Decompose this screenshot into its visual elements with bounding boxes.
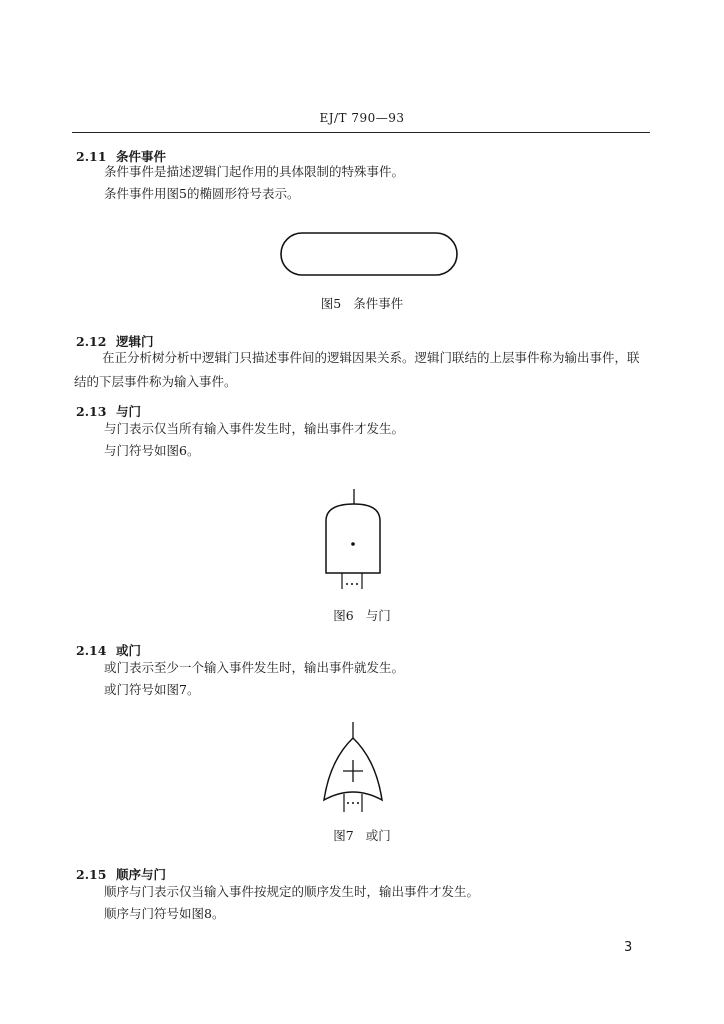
figure-label: 图7: [333, 828, 354, 843]
section-number: 2.13: [76, 404, 107, 419]
figure-caption-6: [0, 606, 724, 624]
section-body-2-14: [104, 657, 404, 701]
condition-event-symbol: [280, 232, 458, 276]
document-code-header: EJ/T 790—93: [319, 111, 405, 125]
section-number: 2.15: [76, 867, 107, 882]
section-title: 与门: [116, 404, 142, 419]
section-body-2-13: [104, 418, 404, 462]
figure-label: 图6: [333, 608, 354, 623]
section-body-2-15: [104, 881, 479, 925]
paragraph-line: 或门表示至少一个输入事件发生时，输出事件就发生。: [104, 660, 405, 675]
paragraph-2-12: 在正分析树分析中逻辑门只描述事件间的逻辑因果关系。逻辑门联结的上层事件称为输出事件，联结的下层事件称为输入事件。: [74, 350, 640, 389]
section-number: 2.12: [76, 334, 107, 349]
section-title: 或门: [116, 643, 142, 658]
section-title: 逻辑门: [116, 334, 154, 349]
figure-title: 或门: [365, 828, 391, 843]
and-gate-symbol: [320, 487, 384, 593]
paragraph-line: 顺序与门表示仅当输入事件按规定的顺序发生时，输出事件才发生。: [104, 884, 480, 899]
section-title: 顺序与门: [116, 867, 167, 882]
section-number: 2.11: [76, 149, 107, 164]
paragraph-line: 与门符号如图6。: [104, 443, 200, 458]
paragraph-line: 条件事件用图5的椭圆形符号表示。: [104, 186, 300, 201]
paragraph-line: 与门表示仅当所有输入事件发生时，输出事件才发生。: [104, 421, 405, 436]
figure-title: 与门: [365, 608, 391, 623]
figure-title: 条件事件: [353, 296, 404, 311]
page-number: 3: [624, 940, 633, 955]
figure-caption-7: [0, 826, 724, 844]
section-title: 条件事件: [116, 149, 167, 164]
section-number: 2.14: [76, 643, 107, 658]
section-body-2-11: [104, 161, 404, 205]
paragraph-line: 条件事件是描述逻辑门起作用的具体限制的特殊事件。: [104, 164, 405, 179]
figure-label: 图5: [320, 296, 342, 311]
paragraph-line: 顺序与门符号如图8。: [104, 906, 225, 921]
paragraph-line: 或门符号如图7。: [104, 682, 200, 697]
or-gate-symbol: [320, 720, 386, 816]
header-rule: [72, 132, 650, 133]
figure-caption-5: [0, 294, 724, 312]
